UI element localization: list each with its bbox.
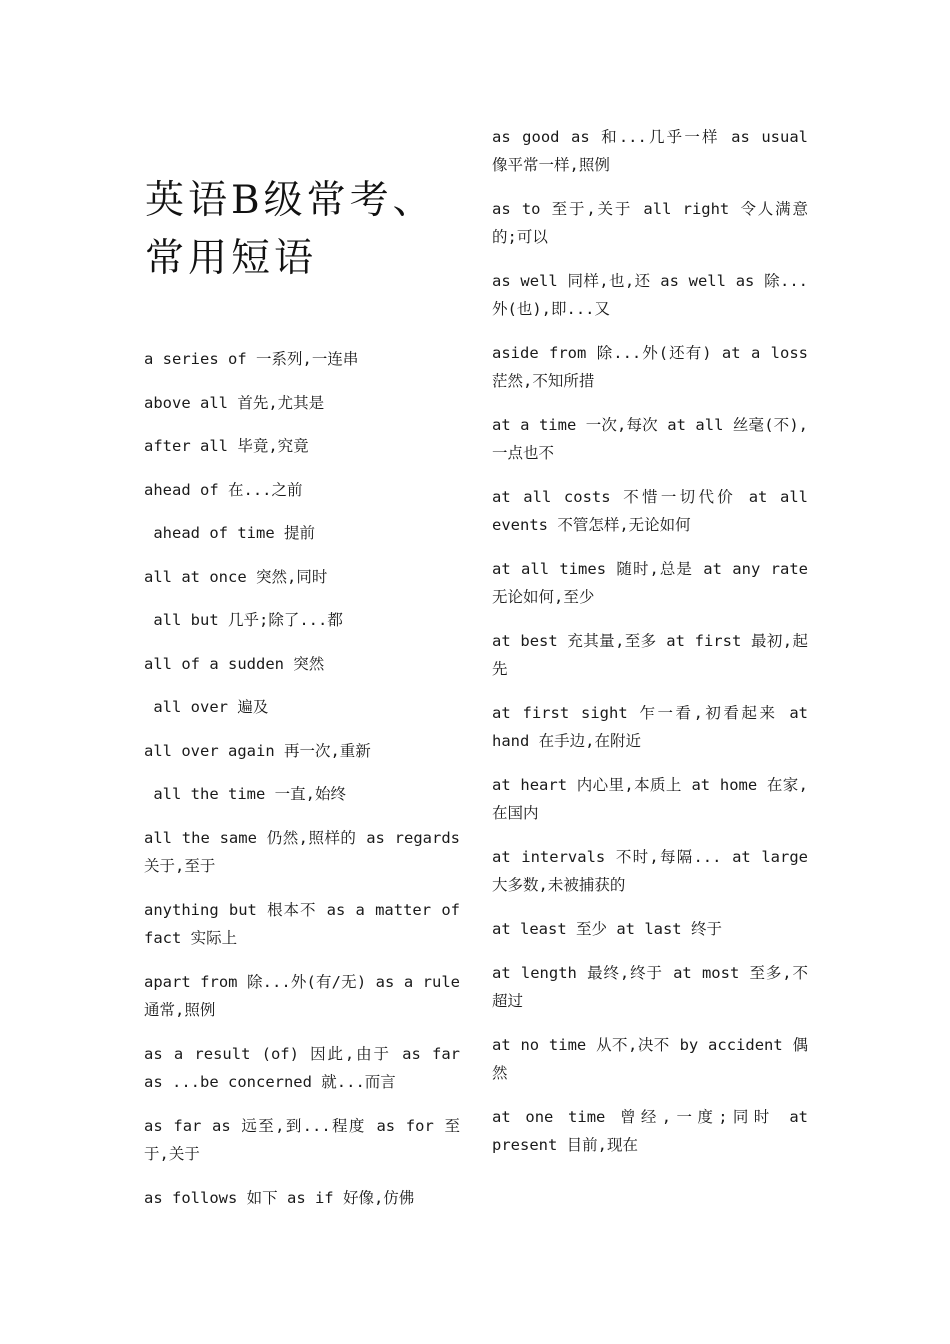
phrase-entry: at one time 曾经,一度;同时 at present 目前,现在 (492, 1108, 808, 1154)
phrase-entry: at best 充其量,至多 at first 最初,起先 (492, 632, 808, 678)
phrase-entry: as follows 如下 as if 好像,仿佛 (144, 1189, 415, 1207)
phrase-entry: as to 至于,关于 all right 令人满意的;可以 (492, 200, 808, 246)
phrase-entry: at heart 内心里,本质上 at home 在家,在国内 (492, 776, 808, 822)
phrase-entry: all of a sudden 突然 (144, 655, 325, 673)
phrase-entry: ahead of 在...之前 (144, 481, 303, 499)
phrase-entry: ahead of time 提前 (144, 524, 315, 542)
phrase-entry: all but 几乎;除了...都 (144, 611, 343, 629)
phrase-entry: after all 毕竟,究竟 (144, 437, 309, 455)
phrase-entry: at least 至少 at last 终于 (492, 920, 722, 938)
phrase-entry: at all times 随时,总是 at any rate 无论如何,至少 (492, 560, 808, 606)
phrase-entry: at length 最终,终于 at most 至多,不超过 (492, 964, 808, 1010)
phrase-entry: a series of 一系列,一连串 (144, 350, 359, 368)
phrase-entry: aside from 除...外(还有) at a loss 茫然,不知所措 (492, 344, 808, 390)
phrase-entry: as far as 远至,到...程度 as for 至于,关于 (144, 1117, 460, 1163)
phrase-entry: at a time 一次,每次 at all 丝毫(不),一点也不 (492, 416, 808, 462)
phrase-entry: anything but 根本不 as a matter of fact 实际上 (144, 901, 460, 947)
phrase-entry: at all costs 不惜一切代价 at all events 不管怎样,无论如何 (492, 488, 808, 534)
document-title: 英语B级常考、常用短语 (145, 178, 436, 281)
phrase-entry: above all 首先,尤其是 (144, 394, 325, 412)
phrase-entry: as good as 和...几乎一样 as usual 像平常一样,照例 (492, 128, 808, 174)
phrase-entry: at first sight 乍一看,初看起来 at hand 在手边,在附近 (492, 704, 808, 750)
phrase-entry: all the same 仍然,照样的 as regards 关于,至于 (144, 829, 460, 875)
phrase-entry: at intervals 不时,每隔... at large 大多数,未被捕获的 (492, 848, 808, 894)
phrase-entry: all over 遍及 (144, 698, 269, 716)
phrase-entry: as well 同样,也,还 as well as 除...外(也),即...又 (492, 272, 808, 318)
phrase-entry: at no time 从不,决不 by accident 偶然 (492, 1036, 808, 1082)
phrase-entry: all at once 突然,同时 (144, 568, 328, 586)
phrase-entry: all over again 再一次,重新 (144, 742, 371, 760)
phrase-entry: apart from 除...外(有/无) as a rule 通常,照例 (144, 973, 460, 1019)
phrase-entry: as a result (of) 因此,由于 as far as ...be concerned 就...而言 (144, 1045, 460, 1091)
phrase-entry: all the time 一直,始终 (144, 785, 346, 803)
